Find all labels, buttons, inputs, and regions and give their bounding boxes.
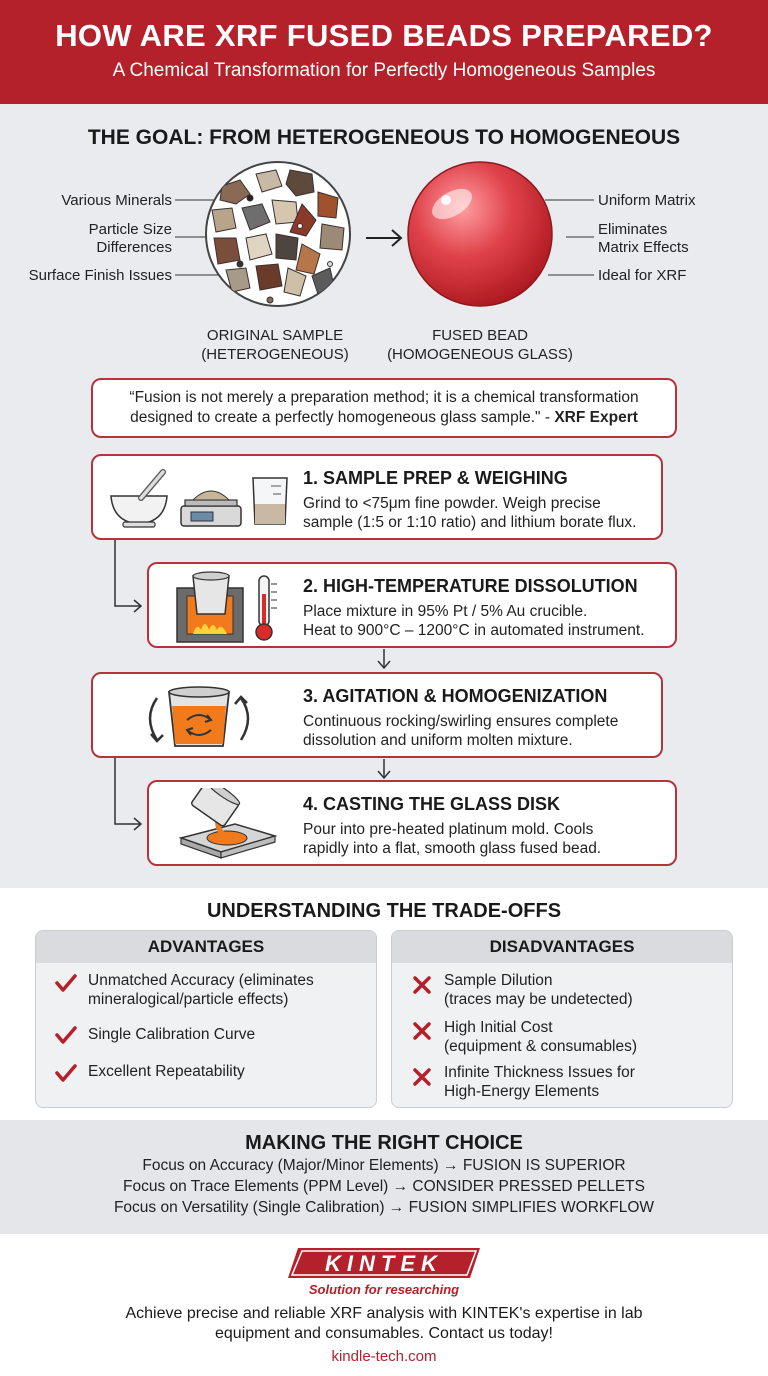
cross-icon bbox=[412, 975, 432, 995]
label-differences: Differences bbox=[96, 239, 172, 256]
label-eliminates: Eliminates bbox=[598, 221, 668, 238]
website-link[interactable]: kindle-tech.com bbox=[331, 1348, 437, 1365]
step-4-title: 4. CASTING THE GLASS DISK bbox=[303, 794, 561, 814]
cross-icon bbox=[412, 1021, 432, 1041]
page-title: HOW ARE XRF FUSED BEADS PREPARED? bbox=[55, 18, 713, 53]
choice-section bbox=[0, 1120, 768, 1234]
mortar-scale-beaker-icon bbox=[105, 466, 305, 532]
choice-title: MAKING THE RIGHT CHOICE bbox=[245, 1132, 523, 1154]
label-particle-size: Particle Size bbox=[88, 221, 172, 238]
step-3-title: 3. AGITATION & HOMOGENIZATION bbox=[303, 686, 608, 706]
step-1-title: 1. SAMPLE PREP & WEIGHING bbox=[303, 468, 568, 488]
goal-title: THE GOAL: FROM HETEROGENEOUS TO HOMOGENEOUS bbox=[87, 126, 681, 149]
fused-bead-caption: FUSED BEAD (HOMOGENEOUS GLASS) bbox=[387, 327, 573, 363]
goal-section bbox=[0, 104, 768, 888]
logo-text: KINTEK bbox=[325, 1251, 443, 1276]
crucible-furnace-thermometer-icon bbox=[171, 570, 301, 644]
advantage-item: Excellent Repeatability bbox=[88, 1063, 245, 1080]
label-ideal-xrf: Ideal for XRF bbox=[598, 267, 687, 284]
tradeoffs-section bbox=[0, 888, 768, 1120]
page-subtitle: A Chemical Transformation for Perfectly Homogeneous Samples bbox=[112, 60, 656, 81]
cross-icon bbox=[412, 1067, 432, 1087]
footer-cta: Achieve precise and reliable XRF analysis with KINTEK's expertise in lab equipment and consumables. Contact us today! bbox=[125, 1305, 643, 1342]
label-various-minerals: Various Minerals bbox=[61, 192, 172, 209]
label-surface-finish: Surface Finish Issues bbox=[28, 267, 172, 284]
logo-tagline: Solution for researching bbox=[308, 1282, 460, 1297]
disadvantage-item: High Initial Cost (equipment & consumables) bbox=[444, 1019, 637, 1055]
pouring-mold-icon bbox=[175, 788, 295, 862]
step-4-description: Pour into pre-heated platinum mold. Cools rapidly into a flat, smooth glass fused bead. bbox=[303, 821, 602, 857]
disadvantage-item: Infinite Thickness Issues for High-Energy Elements bbox=[444, 1064, 635, 1100]
original-sample-caption: ORIGINAL SAMPLE (HETEROGENEOUS) bbox=[201, 327, 349, 363]
check-icon bbox=[54, 1063, 78, 1083]
footer bbox=[0, 1234, 768, 1376]
disadvantage-item: Sample Dilution (traces may be undetected) bbox=[444, 972, 633, 1008]
label-matrix-effects: Matrix Effects bbox=[598, 239, 689, 256]
disadvantages-panel bbox=[391, 930, 733, 1108]
step-3-card bbox=[91, 672, 663, 758]
step-1-card bbox=[91, 454, 663, 540]
disadvantages-title: DISADVANTAGES bbox=[392, 931, 732, 963]
choice-line: Focus on Trace Elements (PPM Level) → CONSIDER PRESSED PELLETS bbox=[122, 1178, 645, 1195]
step-2-card bbox=[147, 562, 677, 648]
check-icon bbox=[54, 973, 78, 993]
check-icon bbox=[54, 1025, 78, 1045]
header-banner bbox=[0, 0, 768, 104]
step-2-title: 2. HIGH-TEMPERATURE DISSOLUTION bbox=[303, 576, 638, 596]
swirling-crucible-icon bbox=[139, 680, 259, 754]
step-2-description: Place mixture in 95% Pt / 5% Au crucible. Heat to 900°C – 1200°C in automated instrument. bbox=[303, 603, 645, 639]
tradeoffs-title: UNDERSTANDING THE TRADE-OFFS bbox=[206, 900, 562, 922]
choice-line: Focus on Versatility (Single Calibration) → FUSION SIMPLIFIES WORKFLOW bbox=[113, 1199, 655, 1216]
step-4-card bbox=[147, 780, 677, 866]
choice-line: Focus on Accuracy (Major/Minor Elements) → FUSION IS SUPERIOR bbox=[142, 1157, 626, 1174]
advantages-panel bbox=[35, 930, 377, 1108]
expert-quote: “Fusion is not merely a preparation method; it is a chemical transformation designed to create a perfectly homogeneous glass sample." - XRF Expert bbox=[91, 378, 677, 438]
step-3-description: Continuous rocking/swirling ensures complete dissolution and uniform molten mixture. bbox=[303, 713, 619, 749]
advantage-item: Single Calibration Curve bbox=[88, 1026, 256, 1043]
advantage-item: Unmatched Accuracy (eliminates mineralogical/particle effects) bbox=[88, 972, 314, 1008]
step-1-description: Grind to <75μm fine powder. Weigh precise sample (1:5 or 1:10 ratio) and lithium borate flux. bbox=[303, 495, 637, 531]
quote-author: XRF Expert bbox=[554, 409, 638, 426]
kintek-logo bbox=[288, 1248, 480, 1278]
advantages-title: ADVANTAGES bbox=[36, 931, 376, 963]
label-uniform-matrix: Uniform Matrix bbox=[598, 192, 696, 209]
